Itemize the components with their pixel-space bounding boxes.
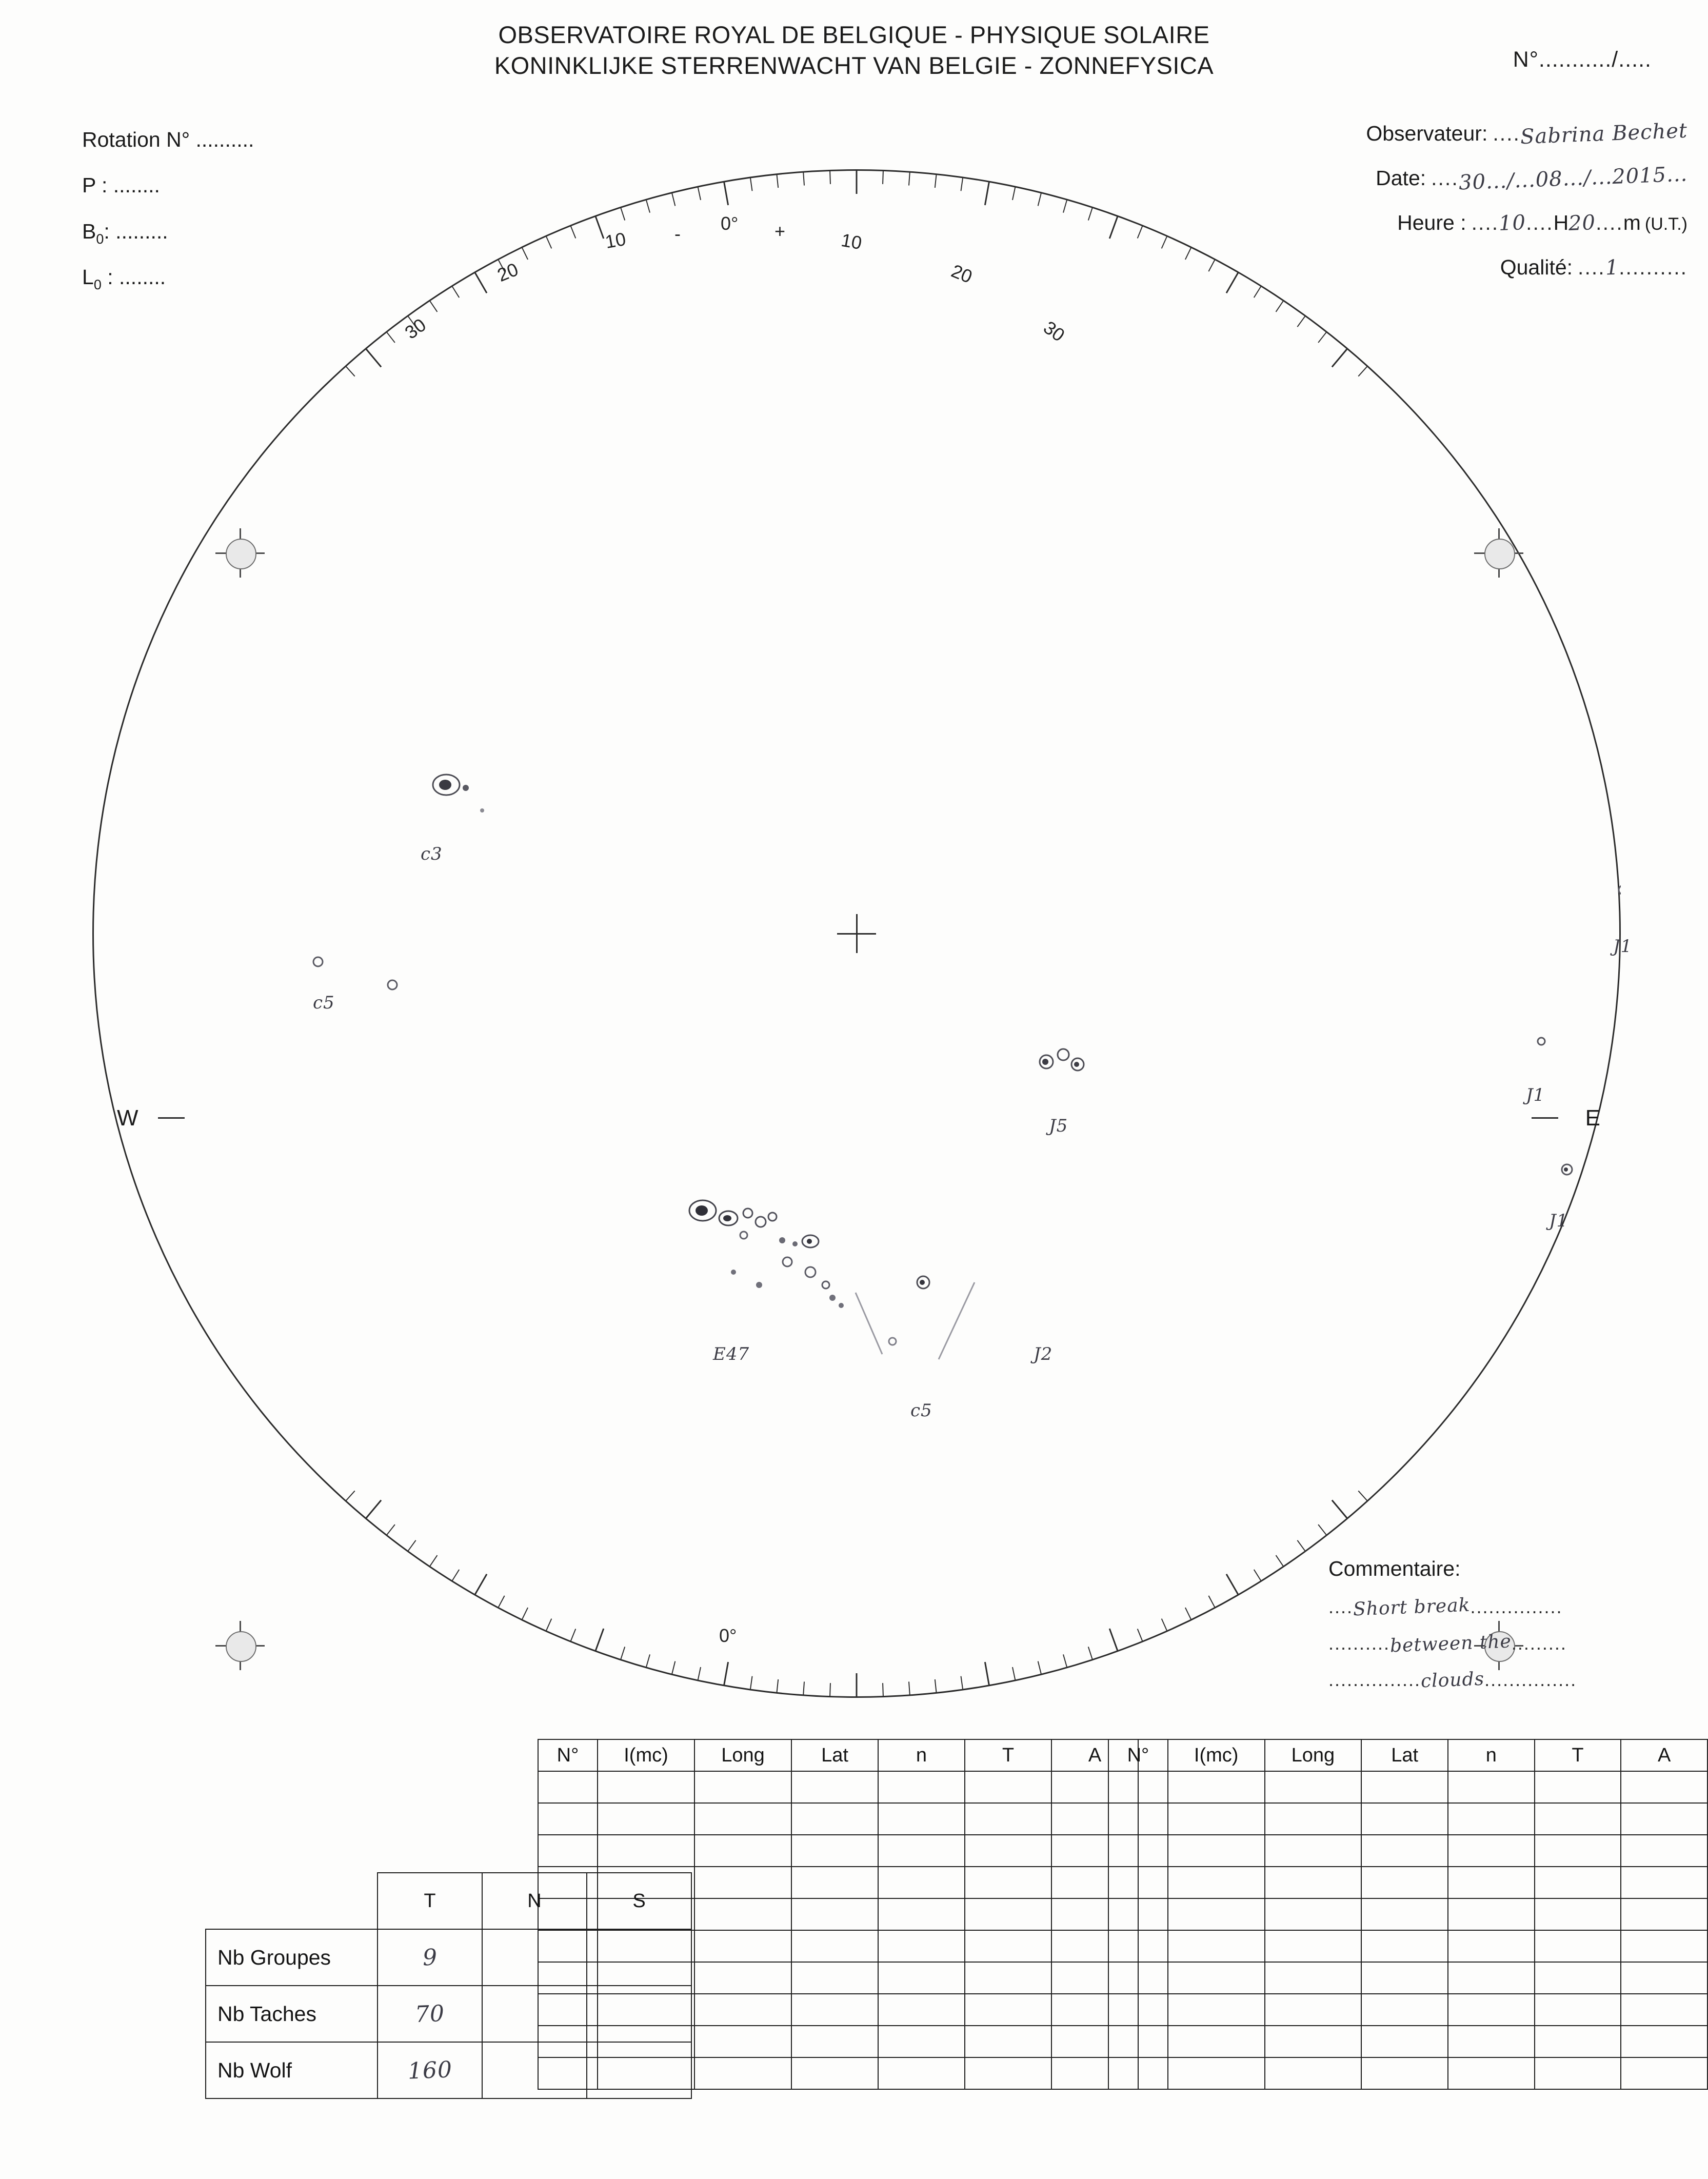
- table-cell[interactable]: [1448, 1930, 1535, 1962]
- table-cell[interactable]: [1448, 1835, 1535, 1867]
- count-value-s[interactable]: [587, 1986, 691, 2042]
- column-header-t: T: [965, 1739, 1051, 1771]
- table-row[interactable]: [1108, 1771, 1707, 1803]
- table-cell[interactable]: [791, 2026, 878, 2057]
- table-cell[interactable]: [1448, 1867, 1535, 1898]
- table-cell[interactable]: [1448, 1803, 1535, 1835]
- table-cell[interactable]: [1168, 1994, 1265, 2026]
- table-cell[interactable]: [1168, 1803, 1265, 1835]
- table-cell[interactable]: [694, 1803, 791, 1835]
- column-header-a: A: [1621, 1739, 1707, 1771]
- table-row[interactable]: [538, 1835, 1138, 1867]
- table-cell[interactable]: [694, 1898, 791, 1930]
- column-header-n: n: [1448, 1739, 1535, 1771]
- comment-line-2: between the: [1389, 1631, 1512, 1657]
- group-table-right[interactable]: [1108, 1739, 1708, 2090]
- heure-hour-separator: H: [1553, 211, 1569, 234]
- table-cell[interactable]: [878, 1898, 965, 1930]
- table-cell[interactable]: [1448, 1994, 1535, 2026]
- count-row-label: Nb Groupes: [206, 1929, 378, 1986]
- column-header-t: T: [1535, 1739, 1621, 1771]
- table-cell[interactable]: [1535, 1867, 1621, 1898]
- table-cell[interactable]: [965, 1771, 1051, 1803]
- table-cell[interactable]: [878, 2026, 965, 2057]
- sunspot-sketch: [92, 166, 1621, 1698]
- scale-label-8: 30: [1040, 316, 1069, 346]
- table-cell[interactable]: [694, 1930, 791, 1962]
- table-cell[interactable]: [694, 1962, 791, 1994]
- table-cell[interactable]: [1108, 1771, 1168, 1803]
- table-cell[interactable]: [791, 1803, 878, 1835]
- table-cell[interactable]: [1168, 1771, 1265, 1803]
- heure-minutes-value: 20: [1568, 211, 1597, 235]
- count-column-header-s: S: [587, 1873, 691, 1929]
- west-label: W: [117, 1105, 138, 1131]
- table-cell[interactable]: [965, 1962, 1051, 1994]
- heure-dots-3: ....: [1596, 211, 1623, 234]
- heure-dots-1: ....: [1471, 211, 1499, 234]
- table-cell[interactable]: [791, 2057, 878, 2089]
- l0-value: : ........: [101, 265, 166, 289]
- count-corner-cell: [206, 1873, 378, 1929]
- table-row[interactable]: [1108, 1930, 1707, 1962]
- scale-label-9: 0°: [719, 1625, 737, 1646]
- east-tick: [1532, 1117, 1558, 1119]
- table-cell[interactable]: [1448, 1898, 1535, 1930]
- table-cell[interactable]: [1108, 1867, 1168, 1898]
- table-cell[interactable]: [1265, 1962, 1362, 1994]
- commentaire-block: [1328, 1557, 1687, 1699]
- west-tick: [158, 1117, 185, 1119]
- count-row: [206, 1929, 691, 1986]
- table-cell[interactable]: [1535, 1835, 1621, 1867]
- b0-value: : .........: [104, 219, 168, 243]
- column-header-n: n: [878, 1739, 965, 1771]
- table-cell[interactable]: [1361, 2057, 1448, 2089]
- column-header-lat: Lat: [791, 1739, 878, 1771]
- table-cell[interactable]: [538, 1835, 598, 1867]
- table-cell[interactable]: [1535, 2057, 1621, 2089]
- count-value-n[interactable]: [482, 2042, 587, 2098]
- table-cell[interactable]: [1448, 2057, 1535, 2089]
- b0-subscript: 0: [96, 231, 104, 247]
- column-header-a: A: [1051, 1739, 1138, 1771]
- table-cell[interactable]: [965, 1898, 1051, 1930]
- column-header-long: Long: [1265, 1739, 1362, 1771]
- table-cell[interactable]: [598, 1771, 694, 1803]
- table-cell[interactable]: [1361, 1962, 1448, 1994]
- table-cell[interactable]: [965, 2026, 1051, 2057]
- count-row: [206, 1986, 691, 2042]
- scale-label-2: +: [774, 221, 786, 242]
- title-line-2: KONINKLIJKE STERRENWACHT VAN BELGIE - ZONNEFYSICA: [494, 52, 1214, 80]
- table-cell[interactable]: [1361, 1930, 1448, 1962]
- table-row[interactable]: [1108, 1835, 1707, 1867]
- scale-label-7: 30: [401, 314, 430, 343]
- table-cell[interactable]: [1108, 2057, 1168, 2089]
- column-header-n: N°: [1108, 1739, 1168, 1771]
- table-cell[interactable]: [1621, 2057, 1707, 2089]
- qualite-dots-1: ....: [1578, 255, 1605, 279]
- qualite-value: 1: [1604, 255, 1619, 280]
- scale-label-0: 0°: [721, 213, 739, 234]
- table-cell[interactable]: [791, 1930, 878, 1962]
- table-cell[interactable]: [1535, 1930, 1621, 1962]
- table-row[interactable]: [538, 1771, 1138, 1803]
- heure-unit: (U.T.): [1644, 214, 1687, 234]
- heure-dots-2: ....: [1526, 211, 1554, 234]
- comment-line-1: Short break: [1353, 1594, 1471, 1620]
- table-cell[interactable]: [878, 1962, 965, 1994]
- table-cell[interactable]: [1535, 1994, 1621, 2026]
- table-cell[interactable]: [1361, 1771, 1448, 1803]
- table-cell[interactable]: [1265, 1898, 1362, 1930]
- table-cell[interactable]: [1448, 2026, 1535, 2057]
- column-header-lat: Lat: [1361, 1739, 1448, 1771]
- table-cell[interactable]: [1265, 1994, 1362, 2026]
- table-cell[interactable]: [598, 1835, 694, 1867]
- table-cell[interactable]: [965, 1803, 1051, 1835]
- table-cell[interactable]: [694, 1771, 791, 1803]
- date-dots: ....: [1431, 166, 1459, 190]
- table-row[interactable]: [1108, 2026, 1707, 2057]
- table-cell[interactable]: [878, 1771, 965, 1803]
- count-summary-table[interactable]: [205, 1872, 692, 2099]
- table-cell[interactable]: [1361, 1994, 1448, 2026]
- count-row-label: Nb Taches: [206, 1986, 378, 2042]
- table-cell[interactable]: [694, 1835, 791, 1867]
- scale-label-3: 10: [603, 228, 628, 253]
- scale-label-1: -: [674, 223, 681, 244]
- title-line-1: OBSERVATOIRE ROYAL DE BELGIQUE - PHYSIQUE SOLAIRE: [498, 21, 1210, 48]
- table-cell[interactable]: [878, 1867, 965, 1898]
- table-cell[interactable]: [1621, 1867, 1707, 1898]
- table-cell[interactable]: [878, 1835, 965, 1867]
- table-cell[interactable]: [1535, 1962, 1621, 1994]
- heure-minute-separator: m: [1623, 211, 1641, 234]
- table-cell[interactable]: [878, 1930, 965, 1962]
- sheet-number-field[interactable]: N°.........../.....: [1513, 47, 1652, 72]
- table-cell[interactable]: [791, 1867, 878, 1898]
- table-cell[interactable]: [1265, 1803, 1362, 1835]
- page-title: [0, 19, 1708, 81]
- table-cell[interactable]: [1535, 2026, 1621, 2057]
- count-value-n[interactable]: [482, 1929, 587, 1986]
- scale-label-4: 10: [839, 229, 864, 254]
- table-cell[interactable]: [1265, 1867, 1362, 1898]
- count-value-n[interactable]: [482, 1986, 587, 2042]
- table-cell[interactable]: [538, 1803, 598, 1835]
- table-row[interactable]: [538, 1803, 1138, 1835]
- sunspot-annotation-5: J1: [1549, 1211, 1568, 1231]
- table-cell[interactable]: [1108, 1835, 1168, 1867]
- column-header-imc: I(mc): [598, 1739, 694, 1771]
- scale-label-6: 20: [948, 260, 976, 288]
- table-cell[interactable]: [1168, 2026, 1265, 2057]
- solar-disk-area: [92, 166, 1633, 1698]
- table-cell[interactable]: [1108, 1898, 1168, 1930]
- table-cell[interactable]: [1265, 1930, 1362, 1962]
- count-row-label: Nb Wolf: [206, 2042, 378, 2098]
- table-cell[interactable]: [1621, 2026, 1707, 2057]
- table-cell[interactable]: [791, 1835, 878, 1867]
- table-cell[interactable]: [1108, 1803, 1168, 1835]
- table-cell[interactable]: [1621, 1803, 1707, 1835]
- sunspot-annotation-1: c5: [313, 993, 335, 1013]
- table-cell[interactable]: [965, 2057, 1051, 2089]
- count-value-t[interactable]: 160: [378, 2042, 482, 2098]
- count-column-header-n: N: [482, 1873, 587, 1929]
- table-cell[interactable]: [694, 1994, 791, 2026]
- table-header-row: [1108, 1739, 1707, 1771]
- table-cell[interactable]: [878, 2057, 965, 2089]
- column-header-n: N°: [538, 1739, 598, 1771]
- table-cell[interactable]: [1168, 1867, 1265, 1898]
- date-value: 30.../...08.../...2015...: [1458, 162, 1688, 195]
- table-row[interactable]: [1108, 1962, 1707, 1994]
- table-cell[interactable]: [1535, 1771, 1621, 1803]
- table-cell[interactable]: [1448, 1962, 1535, 1994]
- table-cell[interactable]: [694, 1867, 791, 1898]
- sunspot-annotation-0: c3: [421, 844, 443, 864]
- table-cell[interactable]: [1168, 1835, 1265, 1867]
- count-value-t[interactable]: 70: [378, 1986, 482, 2042]
- observateur-value: Sabrina Bechet: [1520, 118, 1688, 149]
- table-cell[interactable]: [1621, 1994, 1707, 2026]
- table-cell[interactable]: [1168, 1898, 1265, 1930]
- sunspot-annotation-6: E47: [713, 1344, 750, 1364]
- table-cell[interactable]: [965, 1930, 1051, 1962]
- count-row: [206, 2042, 691, 2098]
- count-value-s[interactable]: [587, 1929, 691, 1986]
- rotation-field[interactable]: Rotation N° ..........: [82, 128, 254, 151]
- commentaire-label: Commentaire:: [1328, 1557, 1461, 1580]
- table-cell[interactable]: [791, 1771, 878, 1803]
- table-cell[interactable]: [1168, 2057, 1265, 2089]
- date-label: Date:: [1376, 166, 1426, 190]
- table-cell[interactable]: [1265, 1835, 1362, 1867]
- observateur-label: Observateur:: [1366, 122, 1488, 145]
- table-cell[interactable]: [791, 1994, 878, 2026]
- column-header-imc: I(mc): [1168, 1739, 1265, 1771]
- table-row[interactable]: [1108, 1898, 1707, 1930]
- table-cell[interactable]: [1361, 1898, 1448, 1930]
- table-row[interactable]: [1108, 1994, 1707, 2026]
- sunspot-annotation-3: J1: [1613, 936, 1633, 957]
- b0-label: B: [82, 219, 96, 243]
- table-cell[interactable]: [1535, 1803, 1621, 1835]
- count-header-row: [206, 1873, 691, 1929]
- qualite-dots-2: ..........: [1619, 255, 1687, 279]
- sunspot-annotation-8: c5: [910, 1400, 932, 1421]
- table-cell[interactable]: [1621, 1962, 1707, 1994]
- table-cell[interactable]: [1108, 1962, 1168, 1994]
- scale-label-5: 20: [494, 259, 522, 286]
- table-cell[interactable]: [1361, 2026, 1448, 2057]
- table-cell[interactable]: [1168, 1962, 1265, 1994]
- table-cell[interactable]: [1361, 1803, 1448, 1835]
- heure-label: Heure :: [1397, 211, 1466, 234]
- table-cell[interactable]: [598, 1803, 694, 1835]
- table-cell[interactable]: [694, 2057, 791, 2089]
- table-cell[interactable]: [538, 1771, 598, 1803]
- table-cell[interactable]: [791, 1962, 878, 1994]
- qualite-label: Qualité:: [1500, 255, 1573, 279]
- table-cell[interactable]: [965, 1835, 1051, 1867]
- table-cell[interactable]: [1361, 1835, 1448, 1867]
- east-label: E: [1585, 1105, 1600, 1131]
- l0-subscript: 0: [93, 277, 102, 293]
- heure-hours-value: 10: [1498, 211, 1526, 235]
- table-cell[interactable]: [1265, 2057, 1362, 2089]
- table-cell[interactable]: [1265, 1771, 1362, 1803]
- table-cell[interactable]: [1361, 1867, 1448, 1898]
- sunspot-annotation-7: J2: [1034, 1344, 1053, 1364]
- table-cell[interactable]: [1621, 1930, 1707, 1962]
- table-cell[interactable]: [878, 1803, 965, 1835]
- table-cell[interactable]: [1108, 2026, 1168, 2057]
- observateur-row[interactable]: [1195, 118, 1688, 149]
- table-cell[interactable]: [1621, 1898, 1707, 1930]
- p-field[interactable]: P : ........: [82, 173, 160, 197]
- table-cell[interactable]: [1535, 1898, 1621, 1930]
- count-column-header-t: T: [378, 1873, 482, 1929]
- table-cell[interactable]: [1108, 1994, 1168, 2026]
- l0-label: L: [82, 265, 94, 289]
- table-cell[interactable]: [694, 2026, 791, 2057]
- count-value-t[interactable]: 9: [378, 1929, 482, 1986]
- count-value-s[interactable]: [587, 2042, 691, 2098]
- table-cell[interactable]: [1265, 2026, 1362, 2057]
- table-cell[interactable]: [1448, 1771, 1535, 1803]
- column-header-long: Long: [694, 1739, 791, 1771]
- sunspot-annotation-4: J1: [1526, 1085, 1545, 1105]
- sunspot-annotation-2: J5: [1049, 1116, 1068, 1136]
- table-row[interactable]: [1108, 1803, 1707, 1835]
- table-cell[interactable]: [791, 1898, 878, 1930]
- table-cell[interactable]: [965, 1867, 1051, 1898]
- table-cell[interactable]: [965, 1994, 1051, 2026]
- table-cell[interactable]: [1621, 1771, 1707, 1803]
- table-cell[interactable]: [878, 1994, 965, 2026]
- table-cell[interactable]: [1168, 1930, 1265, 1962]
- commentaire-lines[interactable]: ....Short break............... ..........between the......... ...............clouds...............: [1328, 1589, 1687, 1699]
- comment-line-3: clouds: [1420, 1669, 1485, 1692]
- table-row[interactable]: [1108, 2057, 1707, 2089]
- table-header-row: [538, 1739, 1138, 1771]
- table-cell[interactable]: [1108, 1930, 1168, 1962]
- observateur-dots: ....: [1493, 122, 1520, 145]
- table-row[interactable]: [1108, 1867, 1707, 1898]
- table-cell[interactable]: [1621, 1835, 1707, 1867]
